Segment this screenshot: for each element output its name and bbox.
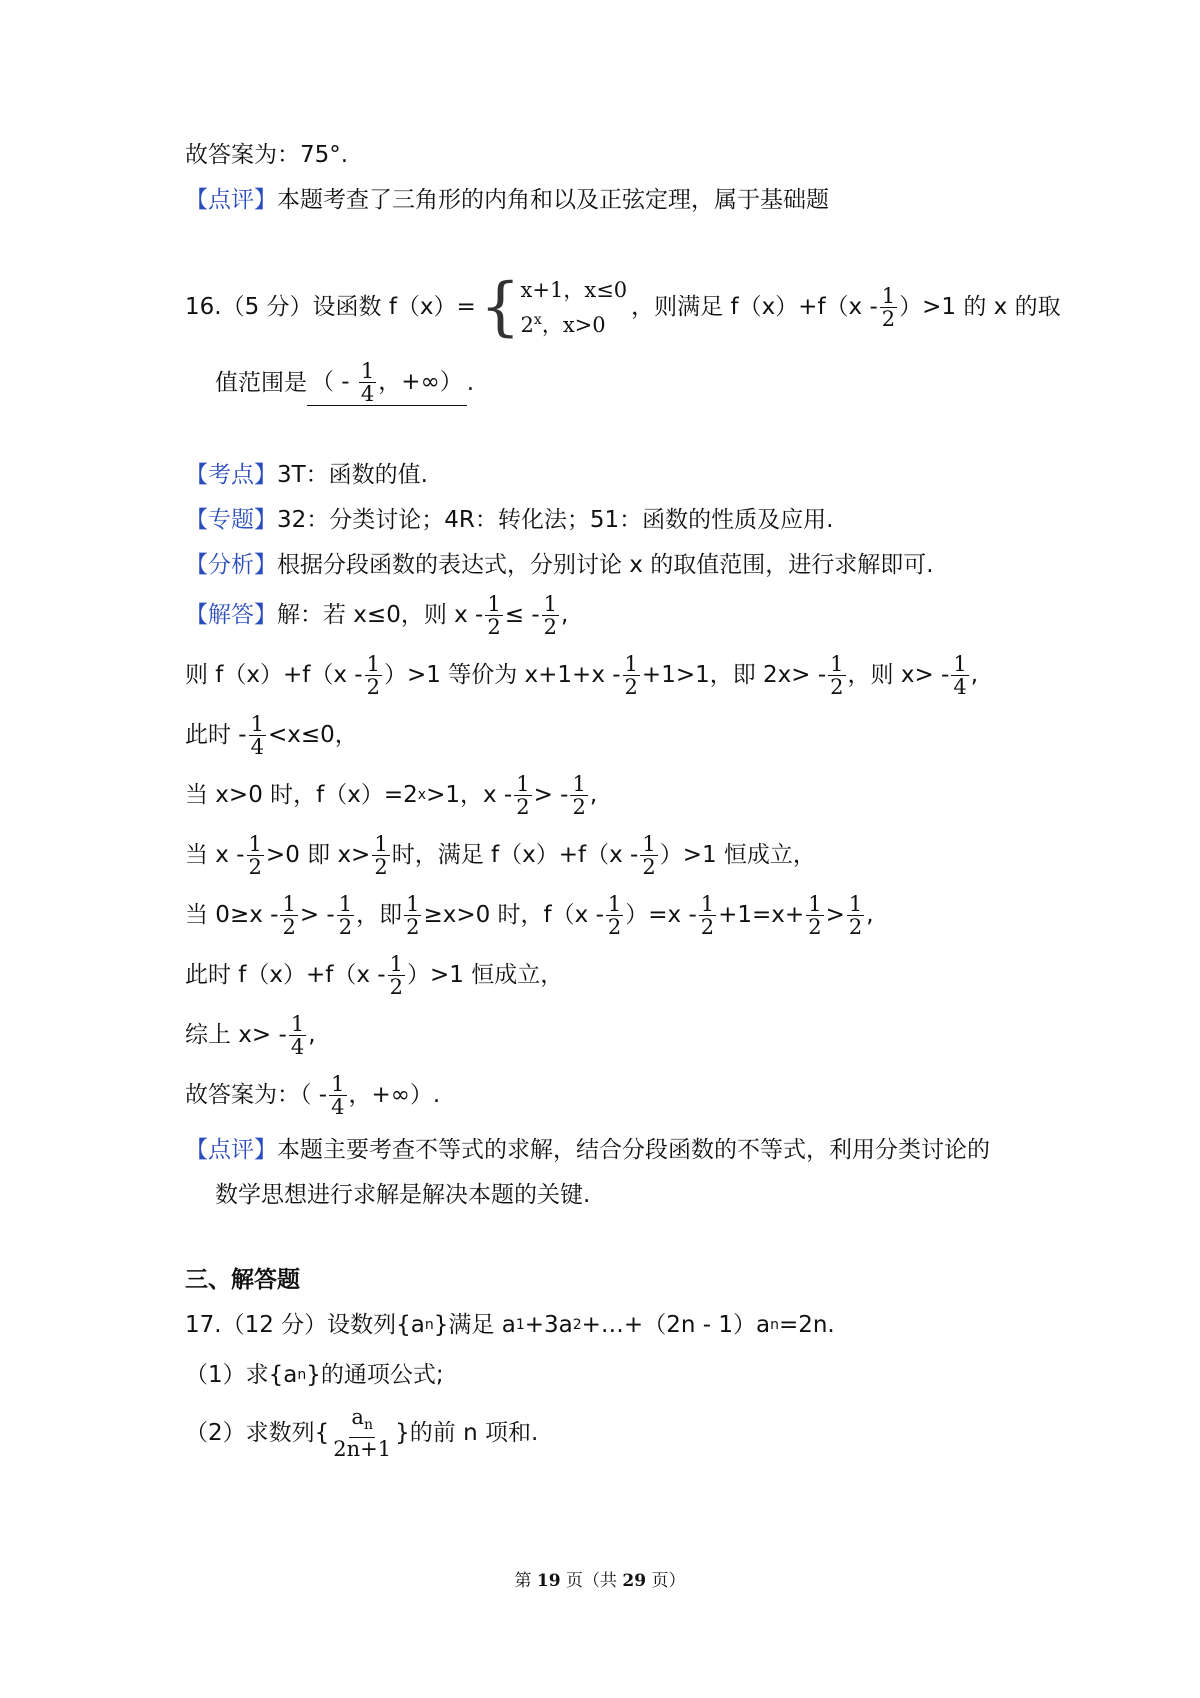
solution-step-5: 当 x - $\frac{1}{2}$ >0 即 x> $\frac{1}{2}$ 时，满足 f（x）+f（x - $\frac{1}{2}$ ）>1 恒成立， xyxy=(185,831,816,879)
comment-tag: 【点评】 xyxy=(185,187,277,213)
question-17: 17.（12 分）设数列{a n }满足 a 1 +3a 2 +…+（2n - 1）a n =2n. xyxy=(185,1312,835,1338)
piecewise-function: { x+1，x≤0 2$^x$，x>0 xyxy=(479,270,628,344)
answer-blank: （ - $\frac{1}{4}$ ，+∞） xyxy=(307,360,467,406)
solution-step-8: 综上 x> - $\frac{1}{4}$ , xyxy=(185,1011,316,1059)
fenxi-line: 【分析】 根据分段函数的表达式，分别讨论 x 的取值范围，进行求解即可. xyxy=(185,552,934,578)
section-title: 三、解答题 xyxy=(185,1267,300,1293)
question-17-part-2: （2）求数列{ $\frac{a_n}{2n+1}$ }的前 n 项和. xyxy=(185,1405,539,1461)
zhuanti-line: 【专题】 32：分类讨论；4R：转化法；51：函数的性质及应用. xyxy=(185,507,834,533)
comment-line-2b: 数学思想进行求解是解决本题的关键. xyxy=(215,1182,591,1208)
solution-step-6: 当 0≥x - $\frac{1}{2}$ > - $\frac{1}{2}$ ，即 $\frac{1}{2}$ ≥x>0 时，f（x - $\frac{1}{2}$ ）=x - $\frac{1}{2}$ +1=x+ $\frac{1}{2}$ > $\frac{1}{2}$ , xyxy=(185,891,874,939)
question-16: 16.（5 分）设函数 f（x）= { x+1，x≤0 2$^x$，x>0 ，则满足 f（x）+f（x - $\frac{1}{2}$ ）>1 的 x 的取 xyxy=(185,270,1061,344)
solution-step-7: 此时 f（x）+f（x - $\frac{1}{2}$ ）>1 恒成立， xyxy=(185,951,564,999)
solution-step-3: 此时 - $\frac{1}{4}$ <x≤0， xyxy=(185,711,358,759)
comment-line: 【点评】 本题考查了三角形的内角和以及正弦定理，属于基础题 xyxy=(185,187,829,213)
fraction-half: $\frac{1}{2}$ xyxy=(881,283,896,331)
solution-step-4: 当 x>0 时，f（x）=2 x >1，x - $\frac{1}{2}$ > - $\frac{1}{2}$ , xyxy=(185,771,598,819)
question-17-part-1: （1）求{a n }的通项公式; xyxy=(185,1362,444,1388)
page-footer: 第 19 页（共 29 页） xyxy=(514,1571,686,1591)
solution-step-1: 【解答】 解：若 x≤0，则 x - $\frac{1}{2}$ ≤ - $\frac{1}{2}$ , xyxy=(185,591,569,639)
comment-line-2: 【点评】 本题主要考查不等式的求解，结合分段函数的不等式，利用分类讨论的 xyxy=(185,1137,990,1163)
kaodian-line: 【考点】 3T：函数的值. xyxy=(185,462,428,488)
solution-step-2: 则 f（x）+f（x - $\frac{1}{2}$ ）>1 等价为 x+1+x - $\frac{1}{2}$ +1>1，即 2x> - $\frac{1}{2}$ ，则 x> - $\frac{1}{4}$ , xyxy=(185,651,979,699)
solution-answer: 故答案为：（ - $\frac{1}{4}$ ，+∞）. xyxy=(185,1071,441,1119)
answer-line: 故答案为：75°. xyxy=(185,142,349,168)
question-16-range: 值范围是 （ - $\frac{1}{4}$ ，+∞） . xyxy=(215,359,475,406)
